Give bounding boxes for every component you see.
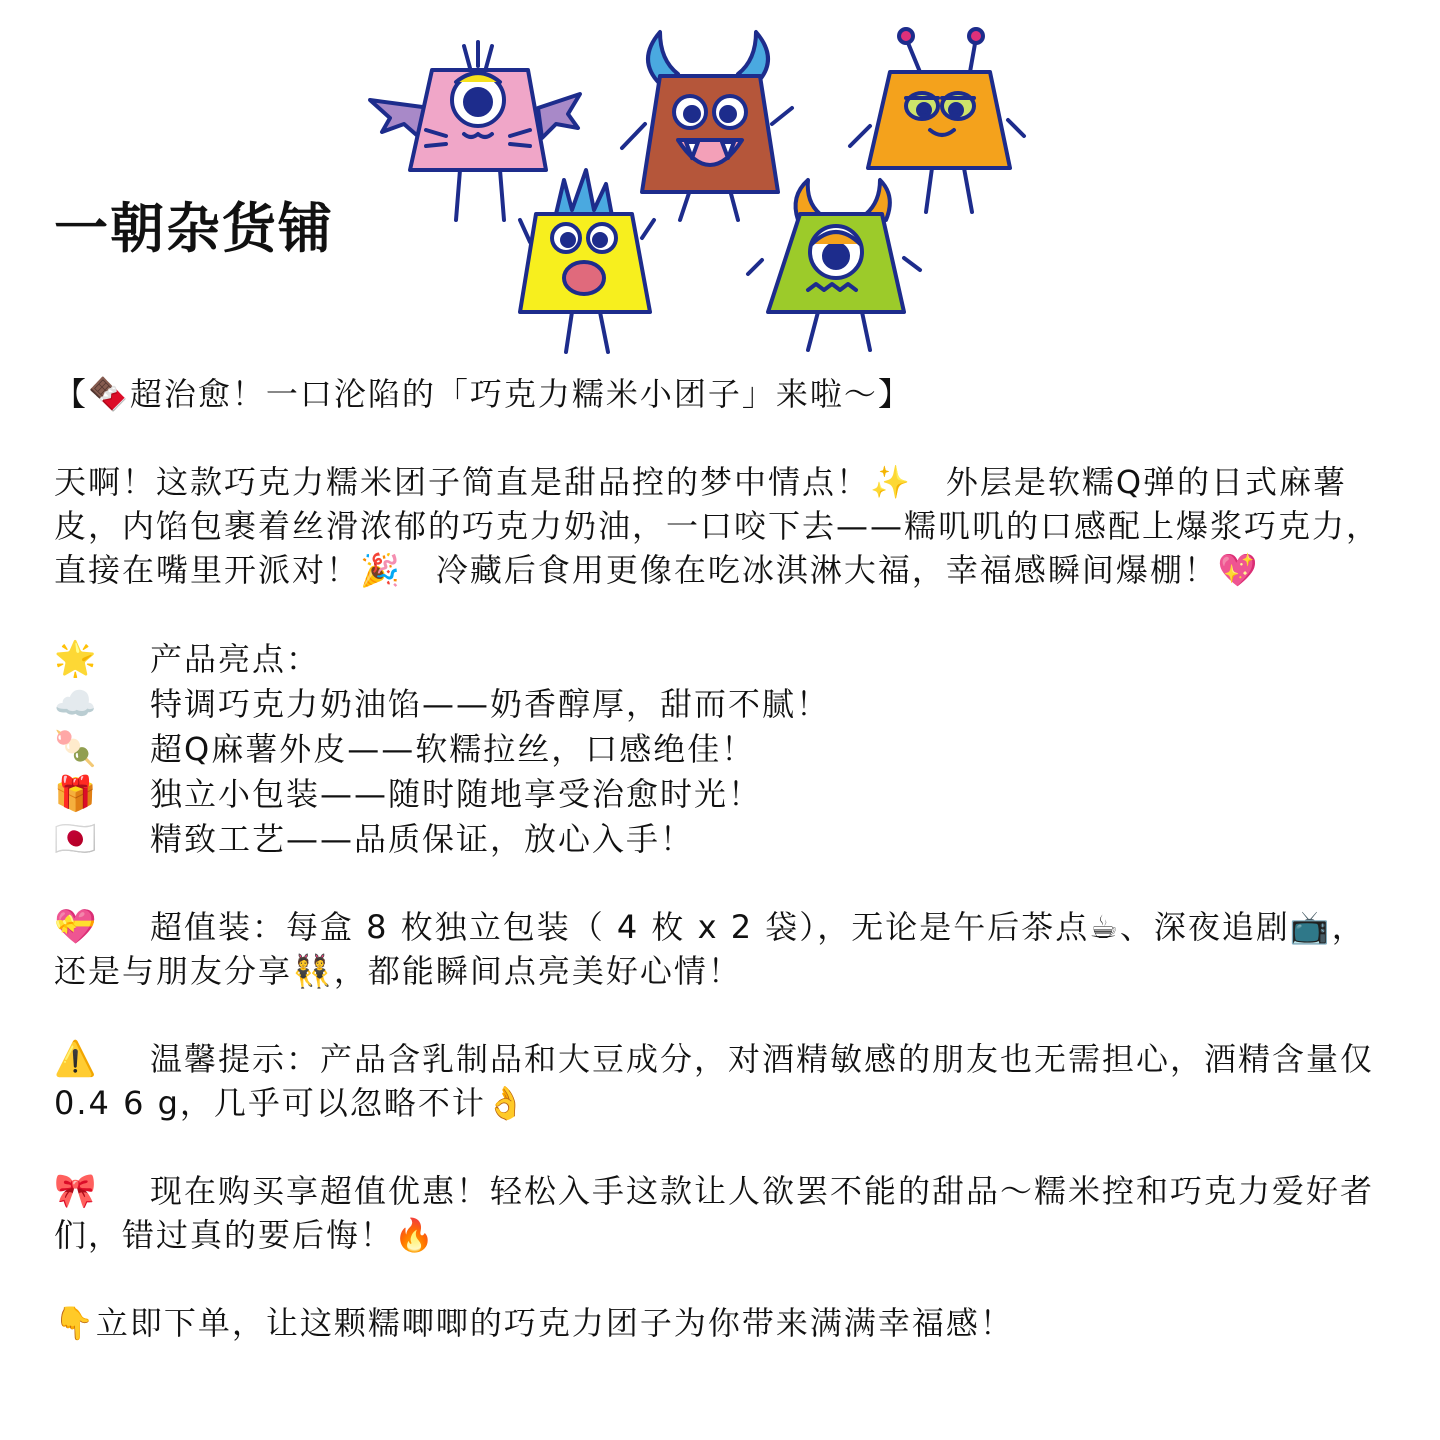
highlight-text: 超Q麻薯外皮——软糯拉丝，口感绝佳！ [150, 729, 756, 768]
promo-paragraph [54, 1169, 1394, 1257]
ribbon-icon: 🎀 [54, 1171, 99, 1211]
pink-monster [370, 42, 580, 220]
brown-monster [622, 32, 792, 220]
value-pack-paragraph [54, 905, 1394, 993]
monster-illustration [360, 20, 1040, 365]
cloud-icon: ☁️ [54, 683, 99, 724]
highlight-item [54, 771, 1394, 816]
star-icon: 🌟 [54, 638, 99, 679]
highlight-text: 独立小包装——随时随地享受治愈时光！ [150, 774, 763, 813]
warning-icon: ⚠️ [54, 1039, 99, 1079]
heart-gift-icon: 💝 [54, 907, 99, 947]
highlights-title-text: 产品亮点： [150, 639, 321, 678]
highlight-text: 精致工艺——品质保证，放心入手！ [150, 819, 695, 858]
highlight-item [54, 816, 1394, 861]
green-monster [748, 180, 920, 350]
warning-text: 温馨提示：产品含乳制品和大豆成分，对酒精敏感的朋友也无需担心，酒精含量仅 0.4 6 g，几乎可以忽略不计👌 [54, 1040, 1375, 1122]
japan-flag-icon: 🇯🇵 [54, 818, 99, 859]
warning-paragraph [54, 1037, 1394, 1125]
dango-icon: 🍡 [54, 728, 99, 769]
call-to-action: 👇立即下单，让这颗糯唧唧的巧克力团子为你带来满满幸福感！ [54, 1304, 1014, 1342]
orange-monster [850, 29, 1024, 212]
gift-icon: 🎁 [54, 773, 99, 814]
promo-text: 现在购买享超值优惠！轻松入手这款让人欲罢不能的甜品～糯米控和巧克力爱好者们，错过真的要后悔！🔥 [54, 1172, 1375, 1254]
value-pack-text: 超值装：每盒 8 枚独立包装（ 4 枚 x 2 袋），无论是午后茶点☕、深夜追剧📺，还是与朋友分享👯，都能瞬间点亮美好心情！ [54, 908, 1366, 990]
post-content [54, 372, 1394, 1345]
highlight-text: 特调巧克力奶油馅——奶香醇厚，甜而不腻！ [150, 684, 831, 723]
highlights-title [54, 636, 1394, 681]
highlight-item [54, 726, 1394, 771]
intro-paragraph: 天啊！这款巧克力糯米团子简直是甜品控的梦中情点！✨ 外层是软糯Q弹的日式麻薯皮，内馅包裹着丝滑浓郁的巧克力奶油，一口咬下去——糯叽叽的口感配上爆浆巧克力，直接在嘴里开派对！🎉 冷藏后食用更像在吃冰淇淋大福，幸福感瞬间爆棚！💖 [54, 463, 1381, 589]
shop-title: 一朝杂货铺 [54, 197, 334, 260]
headline: 【🍫超治愈！一口沦陷的「巧克力糯米小团子」来啦～】 [54, 375, 912, 413]
highlight-item [54, 681, 1394, 726]
yellow-monster [520, 170, 654, 352]
